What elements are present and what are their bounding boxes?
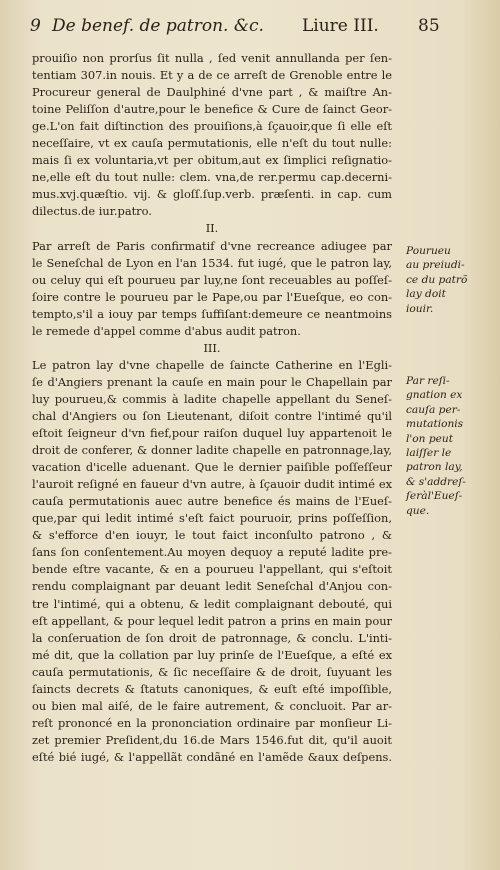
text-line: bende eſtre vacante, & en a pourueu l'appellant, qui s'eſtoit [32, 562, 392, 577]
text-line: tre l'intimé, qui a obtenu, & ledit complaignant debouté, qui [32, 596, 392, 611]
text-line: la conſeruation de ſon droit de patronnage, & conclu. L'inti- [32, 630, 392, 645]
text-line: droit de conferer, & donner ladite chapelle en patronnage,lay, [32, 443, 392, 458]
margin-note-line: laiſſer le [406, 446, 452, 459]
text-line: ſoire contre le pourueu par le Pape,ou par l'Eueſque, eo con- [32, 289, 392, 304]
margin-note-line: ce du patrõ [406, 273, 468, 286]
margin-note-line: & s'addreſ- [406, 475, 466, 488]
text-line: eſté bié iugé, & l'appellãt condãné en l'amẽde &aux deſpens. [32, 749, 392, 764]
page-number-right: 85 [418, 16, 440, 36]
text-line: tempto,s'il a iouy par temps ſuffiſant:demeure ce neantmoins [32, 306, 392, 321]
book-number: Liure III. [302, 16, 379, 36]
text-line: tentiam 307.in nouis. Et y a de ce arreſt de Grenoble entre le [32, 68, 392, 83]
margin-note-line: patron lay, [406, 461, 463, 474]
text-line: cauſa permutationis auec autre benefice és mains de l'Eueſ- [32, 494, 392, 509]
text-line: ge.L'on fait diſtinction des prouiſions,à ſçauoir,que ſi elle eſt [32, 119, 392, 134]
margin-note-line: ſeràl'Eueſ- [406, 490, 463, 503]
margin-note-2 [406, 374, 466, 518]
margin-note-line: Pourueu [406, 245, 451, 257]
text-line: cauſa permutationis, & ſic neceſſaire & de droit, ſuyuant les [32, 664, 392, 679]
text-line: mais ſi ex voluntaria,vt per obitum,aut ex ſimplici reſignatio- [32, 153, 392, 168]
text-line: neceſſaire, vt ex cauſa permutationis, elle n'eſt du tout nulle: [32, 136, 392, 151]
text-line: chal d'Angiers ou ſon Lieutenant, diſoit contre l'intimé qu'il [32, 408, 392, 423]
text-line: & s'efforce d'en iouyr, le tout faict inconſulto patrono , & [32, 528, 392, 543]
text-line: eſt appellant, & pour lequel ledit patron a prins en main pour [32, 613, 392, 628]
text-line: mé dit, que la collation par luy prinſe de l'Eueſque, a eſté ex [32, 647, 392, 662]
running-title: De benef. de patron. &c. [52, 16, 264, 36]
main-text [32, 50, 392, 766]
text-line: Procureur general de Daulphiné d'vne part , & maiſtre An- [32, 85, 392, 100]
paragraph-3 [32, 357, 392, 766]
margin-note-line: gnation ex [406, 389, 463, 402]
text-line: prouiſio non prorſus ſit nulla , ſed venit annullanda per ſen- [32, 51, 392, 65]
margin-note-line: que. [406, 504, 430, 517]
margin-note-1 [406, 244, 467, 316]
text-line: luy pourueu,& commis à ladite chapelle appellant du Seneſ- [32, 391, 392, 406]
page-number-left: 9 [30, 16, 41, 36]
paragraph-2 [32, 238, 392, 340]
text-line: l'auroit reſigné en faueur d'vn autre, à ſçauoir dudit intimé ex [32, 477, 392, 492]
text-line: ſe d'Angiers prenant la cauſe en main pour le Chapellain par [32, 374, 392, 389]
margin-note-line: l'on peut [406, 432, 453, 445]
text-line: dilectus.de iur.patro. [32, 204, 152, 219]
text-line: eſtoit ſeigneur d'vn fief,pour raiſon duquel luy appartenoit le [32, 426, 392, 441]
text-line: ſaincts decrets & ſtatuts canoniques, & euſt eſté impoſſible, [32, 681, 392, 696]
text-line: vacation d'icelle aduenant. Que le dernier paiſible poſſeſſeur [32, 460, 392, 475]
margin-note-line: Par reſi- [406, 375, 450, 387]
text-line: reſt prononcé en la prononciation ordinaire par monſieur Li- [32, 715, 392, 730]
paragraph-1 [32, 50, 392, 220]
text-line: le Seneſchal de Lyon en l'an 1534. fut iugé, que le patron lay, [32, 255, 392, 270]
text-line: rendu complaignant par deuant ledit Seneſchal d'Anjou con- [32, 579, 392, 594]
text-line: ou bien mal aiſé, de le faire autrement, & concluoit. Par ar- [32, 698, 392, 713]
section-number-2: II. [205, 221, 219, 236]
text-line: zet premier Preſident,du 16.de Mars 1546.fut dit, qu'il auoit [32, 732, 392, 747]
text-line: ne,elle eſt du tout nulle: clem. vna,de rer.permu cap.decerni- [32, 170, 392, 185]
text-line: ou celuy qui eſt pourueu par luy,ne ſont receuables au poſſeſ- [32, 272, 392, 287]
running-head [30, 10, 470, 40]
margin-note-line: iouir. [406, 302, 434, 315]
margin-note-line: cauſa per- [406, 403, 461, 416]
text-line: mus.xvj.quæſtio. vij. & gloſſ.ſup.verb. præſenti. in cap. cum [32, 187, 392, 202]
text-line: Par arreſt de Paris confirmatif d'vne recreance adiugee par [32, 238, 392, 253]
margin-note-line: au preiudi- [406, 259, 465, 272]
text-line: toine Peliſſon d'autre,pour le benefice & Cure de ſainct Geor- [32, 102, 392, 117]
margin-note-line: mutationis [406, 418, 464, 431]
text-line: le remede d'appel comme d'abus audit patron. [32, 323, 301, 338]
section-number-3: III. [203, 340, 221, 355]
text-line: ſans ſon conſentement.Au moyen dequoy a reputé ladite pre- [32, 545, 392, 560]
text-line: Le patron lay d'vne chapelle de ſaincte Catherine en l'Egli- [32, 357, 392, 372]
text-line: que,par qui ledit intimé s'eſt faict pouruoir, prins poſſeſſion, [32, 511, 392, 526]
margin-note-line: lay doit [406, 288, 446, 301]
